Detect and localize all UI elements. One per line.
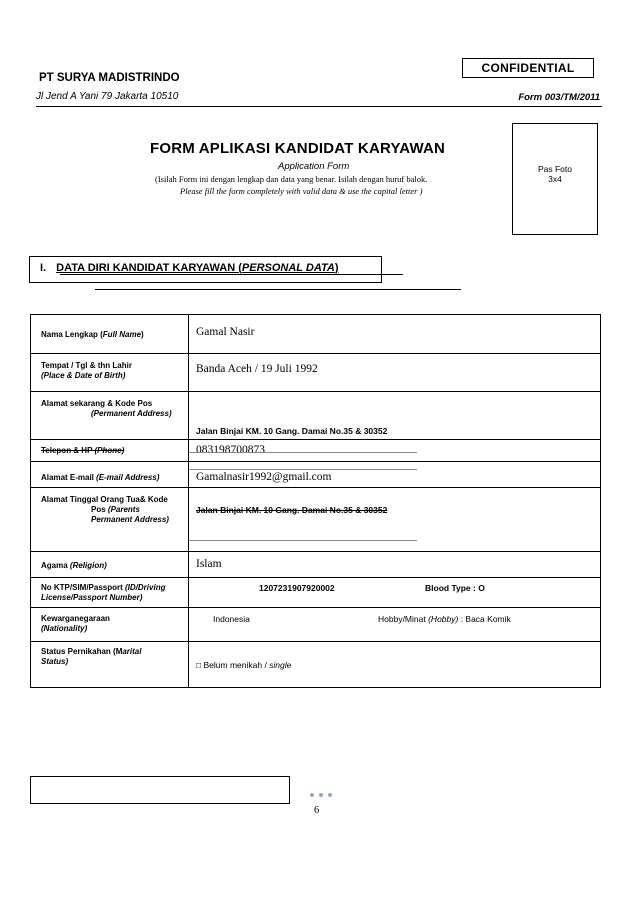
photo-size: 3x4 [548,174,562,184]
header-divider [36,106,602,107]
row-divider [31,487,600,488]
ellipsis-icon [310,793,334,799]
row-divider [31,391,600,392]
hobby[interactable]: Hobby/Minat (Hobby) : Baca Komik [378,614,511,624]
id-number-label: No KTP/SIM/Passport (ID/Driving License/Passport Number) [41,583,166,602]
section-title-en: PERSONAL DATA [241,262,335,274]
row-divider [31,607,600,608]
nationality-value[interactable]: Indonesia [213,614,250,624]
section-number: I. [40,262,47,274]
blood-type[interactable]: Blood Type : O [425,583,485,593]
form-title: FORM APLIKASI KANDIDAT KARYAWAN [150,140,446,157]
religion-label: Agama (Religion) [41,561,107,570]
form-subtitle: Application Form [278,161,350,172]
column-divider [188,315,189,687]
parents-address-value[interactable]: Jalan Binjai KM. 10 Gang. Damai No.35 & 30352 [196,505,388,515]
company-address: Jl Jend A Yani 79 Jakarta 10510 [36,91,179,102]
parents-address-label: Alamat Tinggal Orang Tua& Kode Pos (Parents Permanent Address) [41,495,169,524]
instruction-english: Please fill the form completely with valid data & use the capital letter ) [180,186,423,196]
address-label: Alamat sekarang & Kode Pos (Permanent Address) [41,399,172,418]
row-divider [31,439,600,440]
section-underline [60,274,403,275]
underline [189,469,417,470]
page-number: 6 [314,805,320,816]
phone-label: Telepon & HP (Phone) [41,446,125,455]
name-value[interactable]: Gamal Nasir [196,326,255,338]
email-value[interactable]: Gamalnasir1992@gmail.com [196,471,332,483]
birth-value[interactable]: Banda Aceh / 19 Juli 1992 [196,363,318,375]
section-underline-long [95,289,461,290]
section-title-id: DATA DIRI KANDIDAT KARYAWAN ( [56,262,242,274]
name-label: Nama Lengkap (Full Name) [41,330,144,339]
personal-data-table [30,314,601,688]
instruction-indonesian: (Isilah Form ini dengan lengkap dan data yang benar. Isilah dengan huruf balok. [155,174,428,184]
marital-status-value[interactable]: □ Belum menikah / single [196,660,292,670]
underline [189,452,417,453]
photo-label: Pas Foto [537,164,573,174]
row-divider [31,577,600,578]
birth-label: Tempat / Tgl & thn Lahir (Place & Date of Birth) [41,361,132,380]
checkbox-icon[interactable]: □ [196,660,202,670]
form-number: Form 003/TM/2011 [518,92,600,103]
nationality-label: Kewarganegaraan (Nationality) [41,614,110,633]
footer-box [30,776,290,804]
religion-value[interactable]: Islam [196,558,222,570]
section-title [40,262,338,274]
address-value[interactable]: Jalan Binjai KM. 10 Gang. Damai No.35 & 30352 [196,426,388,436]
section-title-close: ) [334,262,339,274]
company-name: PT SURYA MADISTRINDO [39,72,180,84]
row-divider [31,551,600,552]
id-number-value[interactable]: 1207231907920002 [259,583,335,593]
row-divider [31,641,600,642]
email-label: Alamat E-mail (E-mail Address) [41,473,160,482]
confidential-badge: CONFIDENTIAL [462,58,594,78]
marital-status-label: Status Pernikahan (Marital Status) [41,647,142,666]
row-divider [31,461,600,462]
underline [189,540,417,541]
row-divider [31,353,600,354]
photo-box[interactable] [512,123,598,235]
phone-value[interactable]: 083198700873 [196,444,265,456]
